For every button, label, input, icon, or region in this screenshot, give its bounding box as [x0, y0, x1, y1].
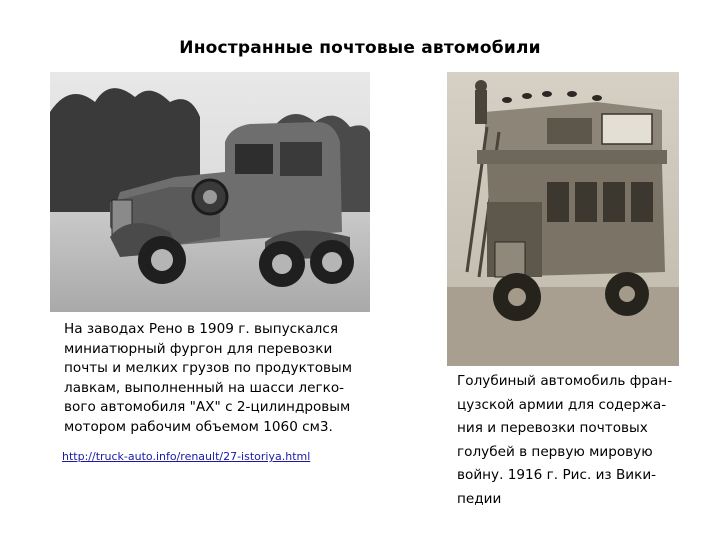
caption-line: голубей в первую мировую	[457, 443, 653, 460]
slide-title: Иностранные почтовые автомобили	[179, 38, 541, 58]
description-line: лавкам, выполненный на шасси легко-	[64, 379, 345, 396]
pigeon-bus-photo	[447, 72, 679, 366]
description-line: мотором рабочим объемом 1060 см3.	[64, 418, 333, 435]
renault-van-photo	[50, 72, 370, 312]
description-line: вого автомобиля "АХ" с 2-цилиндровым	[64, 399, 351, 415]
pigeon-bus-caption	[457, 370, 697, 511]
caption-line: педии	[457, 490, 502, 507]
description-line: На заводах Рено в 1909 г. выпускался	[64, 321, 339, 337]
caption-line: Голубиный автомобиль фран-	[457, 373, 673, 389]
source-link[interactable]: http://truck-auto.info/renault/27-istoriya.html	[62, 450, 311, 463]
renault-description	[64, 320, 374, 437]
description-line: почты и мелких грузов по продуктовым	[64, 360, 353, 376]
description-line: миниатюрный фургон для перевозки	[64, 340, 333, 357]
caption-line: цузской армии для содержа-	[457, 396, 667, 413]
caption-line: войну. 1916 г. Рис. из Вики-	[457, 467, 657, 483]
caption-line: ния и перевозки почтовых	[457, 420, 648, 436]
